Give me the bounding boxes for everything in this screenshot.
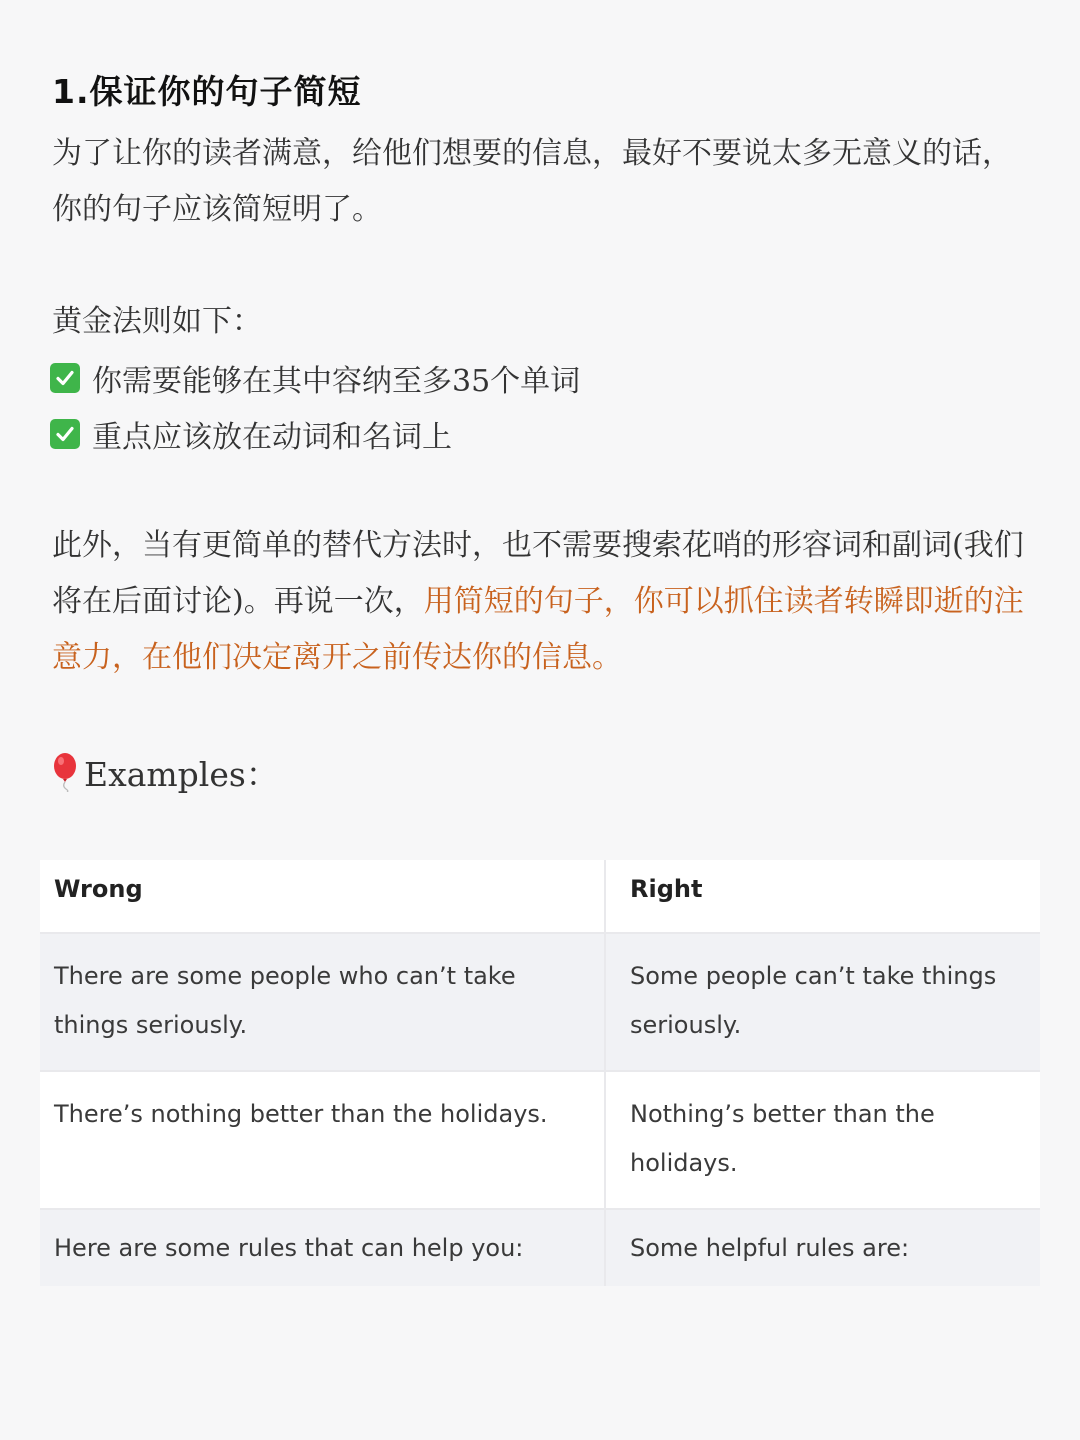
table-row	[40, 934, 1040, 1072]
examples-label-row	[50, 744, 279, 800]
section-heading: 1.保证你的句子简短	[52, 72, 362, 111]
intro-paragraph: 为了让你的读者满意，给他们想要的信息，最好不要说太多无意义的话，你的句子应该简短明了。	[52, 136, 1012, 227]
table-cell-right: Nothing’s better than the holidays.	[630, 1100, 935, 1177]
column-header-wrong: Wrong	[40, 860, 606, 932]
rule-item-text: 你需要能够在其中容纳至多35个单词	[92, 364, 581, 399]
rules-title: 黄金法则如下：	[52, 304, 262, 339]
body-paragraph	[52, 518, 1032, 686]
balloon-icon	[50, 752, 80, 792]
table-cell-wrong: There’s nothing better than the holidays.	[40, 1072, 606, 1208]
table-cell-wrong: Here are some rules that can help you:	[40, 1210, 606, 1286]
examples-table	[40, 860, 1040, 1286]
check-mark-icon	[50, 419, 80, 449]
table-cell-right: Some people can’t take things seriously.	[630, 962, 997, 1039]
table-row	[40, 1210, 1040, 1286]
examples-label: Examples：	[84, 754, 279, 794]
paragraph-text: 此外，当有更简单的替代方法时，也不需要搜索花哨的形容词和副词(我们将在后面讨论)。再说一次，	[52, 528, 1024, 619]
rule-item	[50, 350, 580, 406]
table-cell-wrong: There are some people who can’t take things seriously.	[40, 934, 606, 1070]
table-header-row	[40, 860, 1040, 934]
rule-item-text: 重点应该放在动词和名词上	[92, 420, 452, 455]
highlighted-text: 用简短的句子，你可以抓住读者转瞬即逝的注意力，在他们决定离开之前传达你的信息。	[52, 584, 1024, 675]
check-mark-icon	[50, 363, 80, 393]
column-header-right: Right	[630, 875, 703, 903]
rule-item	[50, 406, 452, 462]
table-row	[40, 1072, 1040, 1210]
table-cell-right: Some helpful rules are:	[630, 1234, 910, 1262]
